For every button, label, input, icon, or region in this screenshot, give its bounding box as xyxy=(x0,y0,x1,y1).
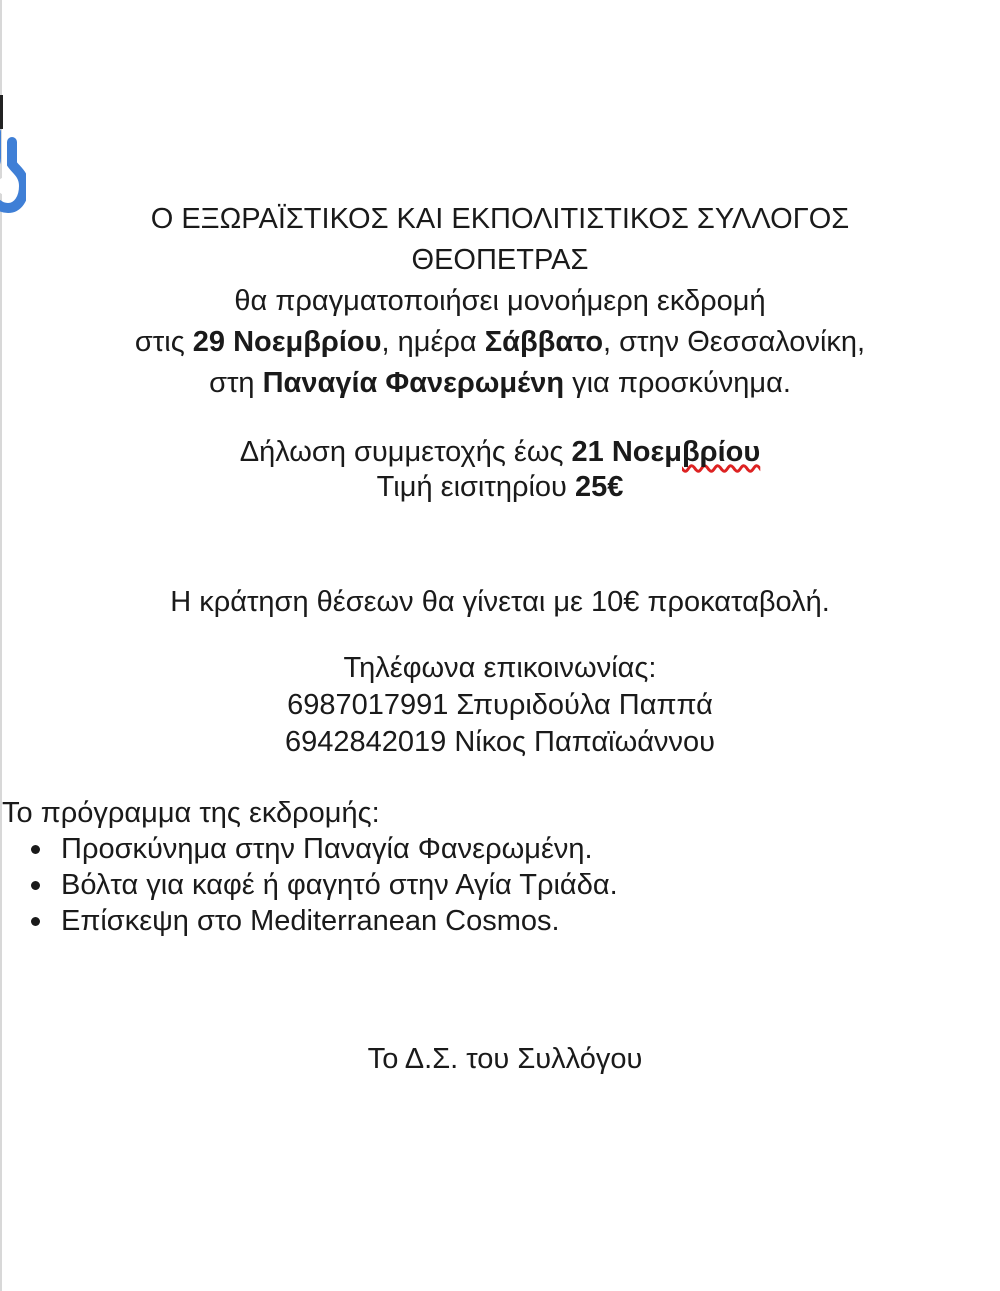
registration-deadline-prefix: Δήλωση συμμετοχής έως xyxy=(239,436,572,468)
registration-deadline-date-head: 21 Νοεμ xyxy=(571,436,682,468)
program-item xyxy=(2,867,982,903)
announcement-line-2-suffix: , στην Θεσσαλονίκη, xyxy=(603,326,866,358)
registration-deadline-date xyxy=(572,436,761,468)
registration xyxy=(0,432,1000,508)
announcement-line-2-mid: , ημέρα xyxy=(381,326,485,358)
program-item xyxy=(2,831,982,867)
announcement xyxy=(0,281,1000,404)
announcement-line-2 xyxy=(0,322,1000,363)
signature: Το Δ.Σ. του Συλλόγου xyxy=(367,1043,643,1075)
bullet-icon xyxy=(31,881,40,890)
announcement-line-3-prefix: στη xyxy=(209,367,263,399)
deposit-text: Η κράτηση θέσεων θα γίνεται με 10€ προκαταβολή. xyxy=(170,586,830,618)
ticket-price-prefix: Τιμή εισιτηρίου xyxy=(376,471,575,503)
heading-line-2: ΘΕΟΠΕΤΡΑΣ xyxy=(411,244,589,276)
ticket-price-value: 25€ xyxy=(574,471,624,503)
deposit-note xyxy=(0,582,1000,623)
program-item-text: Προσκύνημα στην Παναγία Φανερωμένη. xyxy=(61,833,593,865)
contact-entry: 6987017991 Σπυριδούλα Παππά xyxy=(287,689,713,721)
contacts xyxy=(0,650,1000,761)
heading xyxy=(0,199,1000,281)
trip-destination: Παναγία Φανερωμένη xyxy=(262,367,565,399)
page-edge-mark xyxy=(0,95,3,129)
announcement-line-1: θα πραγματοποιήσει μονοήμερη εκδρομή xyxy=(234,285,766,317)
trip-date: 29 Νοεμβρίου xyxy=(192,326,382,358)
announcement-line-2-prefix: στις xyxy=(134,326,193,358)
program-item-text: Βόλτα για καφέ ή φαγητό στην Αγία Τριάδα. xyxy=(61,869,618,901)
bullet-icon xyxy=(31,917,40,926)
program-item-text: Επίσκεψη στο Mediterranean Cosmos. xyxy=(61,905,560,937)
program-item xyxy=(2,903,982,939)
bullet-icon xyxy=(31,845,40,854)
heading-line-1: Ο ΕΞΩΡΑΪΣΤΙΚΟΣ ΚΑΙ ΕΚΠΟΛΙΤΙΣΤΙΚΟΣ ΣΥΛΛΟΓΟΣ xyxy=(150,203,850,235)
program xyxy=(2,795,982,939)
signature-block xyxy=(5,1039,1000,1080)
ticket-price xyxy=(0,467,1000,508)
contact-entry: 6942842019 Νίκος Παπαϊωάννου xyxy=(285,726,715,758)
announcement-line-3 xyxy=(0,363,1000,404)
contacts-title: Τηλέφωνα επικοινωνίας: xyxy=(343,652,657,684)
program-title: Το πρόγραμμα της εκδρομής: xyxy=(2,797,380,829)
announcement-line-3-suffix: για προσκύνημα. xyxy=(564,367,791,399)
trip-day: Σάββατο xyxy=(484,326,604,358)
program-list xyxy=(2,831,982,939)
spellcheck-underline: βρίου xyxy=(681,436,761,468)
